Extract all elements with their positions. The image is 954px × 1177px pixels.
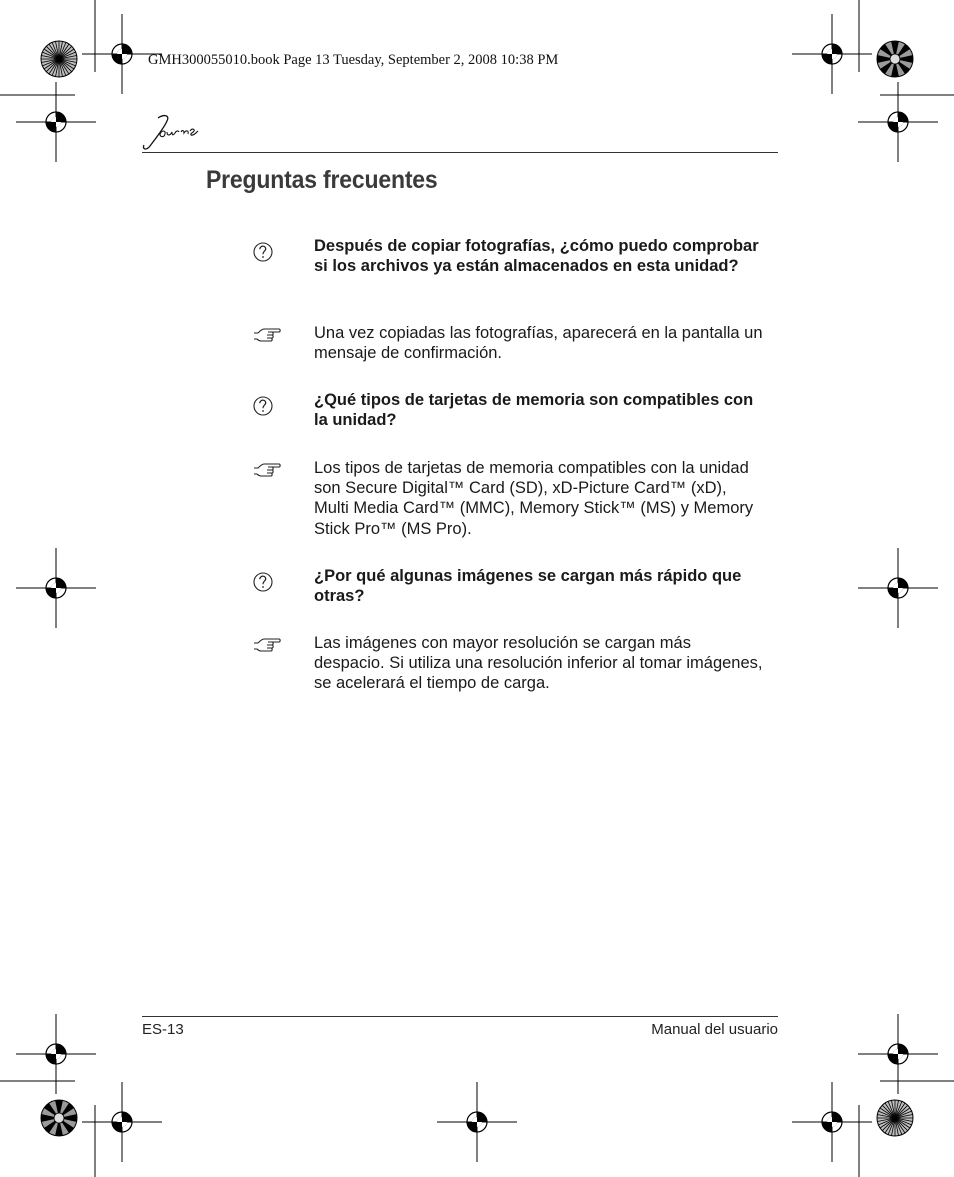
pointing-hand-icon	[252, 462, 282, 480]
faq-answer-3: Las imágenes con mayor resolución se cargan más despacio. Si utiliza una resolución inferior al tomar imágenes, se acelerará el tiempo de carga.	[314, 634, 763, 693]
question-circle-icon	[252, 241, 274, 263]
journe-logo	[140, 112, 212, 154]
faq-answer-1: Una vez copiadas las fotografías, aparecerá en la pantalla un mensaje de confirmación.	[314, 324, 763, 363]
manual-name: Manual del usuario	[651, 1021, 778, 1038]
faq-answer-2: Los tipos de tarjetas de memoria compatibles con la unidad son Secure Digital™ Card (SD), xD-Picture Card™ (xD), Multi Media Card™ (MMC), Memory Stick™ (MS) y Memory Stick Pro™ (MS Pro).	[314, 459, 754, 538]
pointing-hand-icon	[252, 637, 282, 655]
pointing-hand-icon	[252, 327, 282, 345]
faq-question-2: ¿Qué tipos de tarjetas de memoria son compatibles con la unidad?	[314, 391, 754, 430]
question-circle-icon	[252, 571, 274, 593]
faq-question-3: ¿Por qué algunas imágenes se cargan más rápido que otras?	[314, 567, 742, 606]
footer-rule	[142, 1016, 778, 1017]
page-number: ES-13	[142, 1021, 184, 1038]
header-rule	[142, 152, 778, 153]
page-title: Preguntas frecuentes	[206, 166, 438, 194]
faq-question-1: Después de copiar fotografías, ¿cómo puedo comprobar si los archivos ya están almacenados en esta unidad?	[314, 237, 759, 276]
question-circle-icon	[252, 395, 274, 417]
book-info-line: GMH300055010.book Page 13 Tuesday, September 2, 2008 10:38 PM	[148, 52, 559, 68]
